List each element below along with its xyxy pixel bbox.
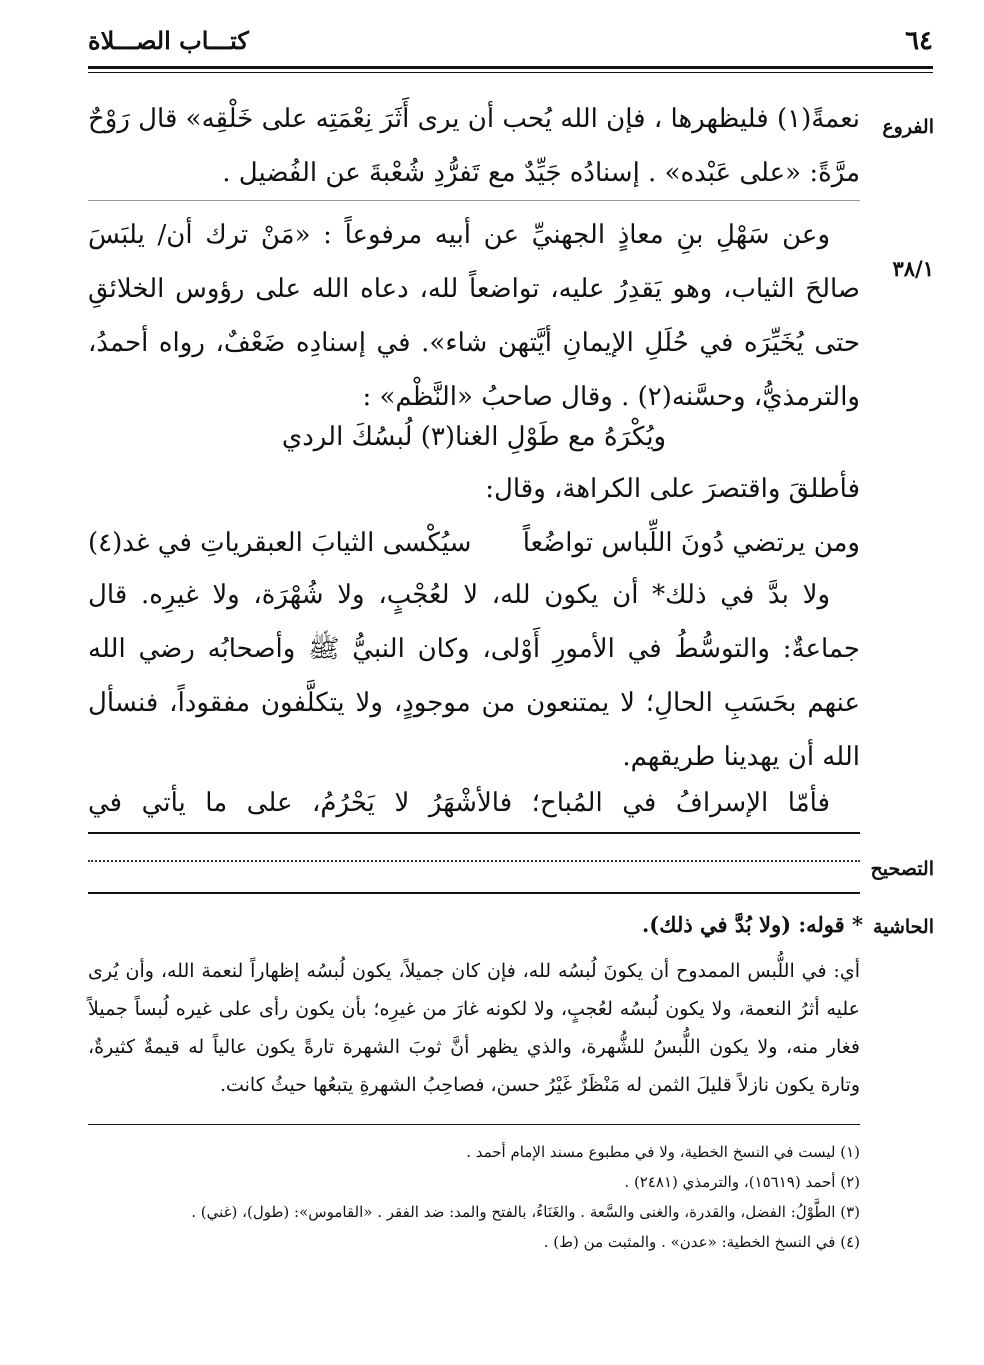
main-text-block-2	[88, 208, 860, 424]
footnote-3: (٣) الطَّوْلُ: الفضل، والقدرة، والغنى والسَّعة . والغَنَاءُ، بالفتح والمد: ضد الفقر . «القاموس»: (طول)، (غني) .	[191, 1203, 860, 1221]
main-paragraph-4: ولا بدَّ في ذلك* أن يكون لله، لا لعُجْبٍ، ولا شُهْرَة، ولا غيرِه. قال جماعةٌ: والتوسُّطُ في الأمورِ أَوْلى، وكان النبيُّ ﷺ وأصحابُه رضي الله عنهم بحَسَبِ الحالِ؛ لا يمتنعون من موجودٍ، ولا يتكلَّفون مفقوداً، فنسأل الله أن يهدينا طريقهم.	[88, 580, 860, 772]
main-text-bottom-rule	[88, 832, 860, 834]
tashih-bottom-rule	[88, 892, 860, 894]
verse-line-1: ويُكْرَهُ مع طَوْلِ الغنا(٣) لُبسُكَ الردي	[281, 422, 667, 452]
main-paragraph-2: وعن سَهْلِ بنِ معاذٍ الجهنيِّ عن أبيه مرفوعاً : «مَنْ ترك أن/ يلبَسَ صالحَ الثياب، وهو يَقدِرُ عليه، تواضعاً لله، دعاه الله على رؤوس الخلائقِ حتى يُخَيِّرَه في حُلَلِ الإيمانِ أيَّتهن شاء». في إسنادِه ضَعْفٌ، رواه أحمدُ، والترمذيُّ، وحسَّنه(٢) . وقال صاحبُ «النَّظْم» :	[88, 220, 860, 412]
hashiya-text: أي: في اللُّبس الممدوح أن يكونَ لُبسُه لله، فإن كان جميلاً، يكون لُبسُه إظهاراً لنعمة الله، وأن يُرى عليه أثرُ النعمة، ولا يكون لُبسُه لعُجبٍ، ولا لكونه غارَ من غيرِه؛ بأن يكون رأى على غيره لُبساً جميلاً فغار منه، ولا يكون اللُّبسُ للشُّهرة، والذي يظهر أنَّ ثوبَ الشهرة تارةً يكون عالياً له قيمةٌ كثيرةٌ، وتارة يكون نازلاً قليلَ الثمن له مَنْظَرٌ غَيْرُ حسن، فصاحِبُ الشهرةِ يتبعُها حيثُ كانت.	[88, 960, 860, 1096]
margin-label-hashiya: الحاشية	[873, 916, 934, 938]
main-text-block-5	[88, 776, 860, 830]
margin-label-tashih: التصحيح	[870, 858, 934, 880]
footnote-2: (٢) أحمد (١٥٦١٩)، والترمذي (٢٤٨١) .	[624, 1173, 860, 1191]
page-number: ٦٤	[905, 26, 933, 56]
main-paragraph-5: فأمّا الإسرافُ في المُباح؛ فالأشْهَرُ لا يَحْرُمُ، على ما يأتي في	[88, 788, 830, 818]
footnotes	[88, 1137, 860, 1257]
verse-hemistich-1: ومن يرتضي دُونَ اللِّباس تواضُعاً	[522, 528, 860, 558]
hashiya-heading: * قوله: (ولا بُدَّ في ذلك).	[642, 912, 863, 937]
footnote-1: (١) ليست في النسخ الخطية، ولا في مطبوع مسند الإمام أحمد .	[466, 1143, 860, 1161]
margin-label-furu: الفروع	[882, 116, 934, 138]
verse-line-2	[88, 516, 860, 570]
main-text-block-4	[88, 568, 860, 784]
header-rule-thick	[88, 66, 933, 69]
main-paragraph-1: نعمةً(١) فليظهرها ، فإن الله يُحب أن يرى أَثَرَ نِعْمَتِه على خَلْقِه» قال رَوْحٌ مرَّةً: «على عَبْده» . إسنادُه جَيِّدٌ مع تَفرُّدِ شُعْبةَ عن الفُضيل .	[88, 104, 860, 188]
header-rule-thin	[88, 72, 933, 73]
page-header	[88, 22, 933, 66]
running-title: كتـــاب الصـــلاة	[88, 26, 249, 55]
margin-label-reference: ٣٨/١	[892, 256, 934, 281]
main-text-block-1	[88, 92, 860, 200]
footnote-separator	[88, 1124, 860, 1125]
verse-hemistich-2: سيُكْسى الثيابَ العبقرياتِ في غد(٤)	[88, 528, 472, 558]
footnote-4: (٤) في النسخ الخطية: «عدن» . والمثبت من (ط) .	[543, 1233, 860, 1251]
tashih-dotted-line	[88, 850, 860, 862]
paragraph-separator	[88, 200, 860, 201]
main-paragraph-3: فأطلقَ واقتصرَ على الكراهة، وقال:	[485, 474, 860, 504]
main-text-block-3	[88, 462, 860, 516]
